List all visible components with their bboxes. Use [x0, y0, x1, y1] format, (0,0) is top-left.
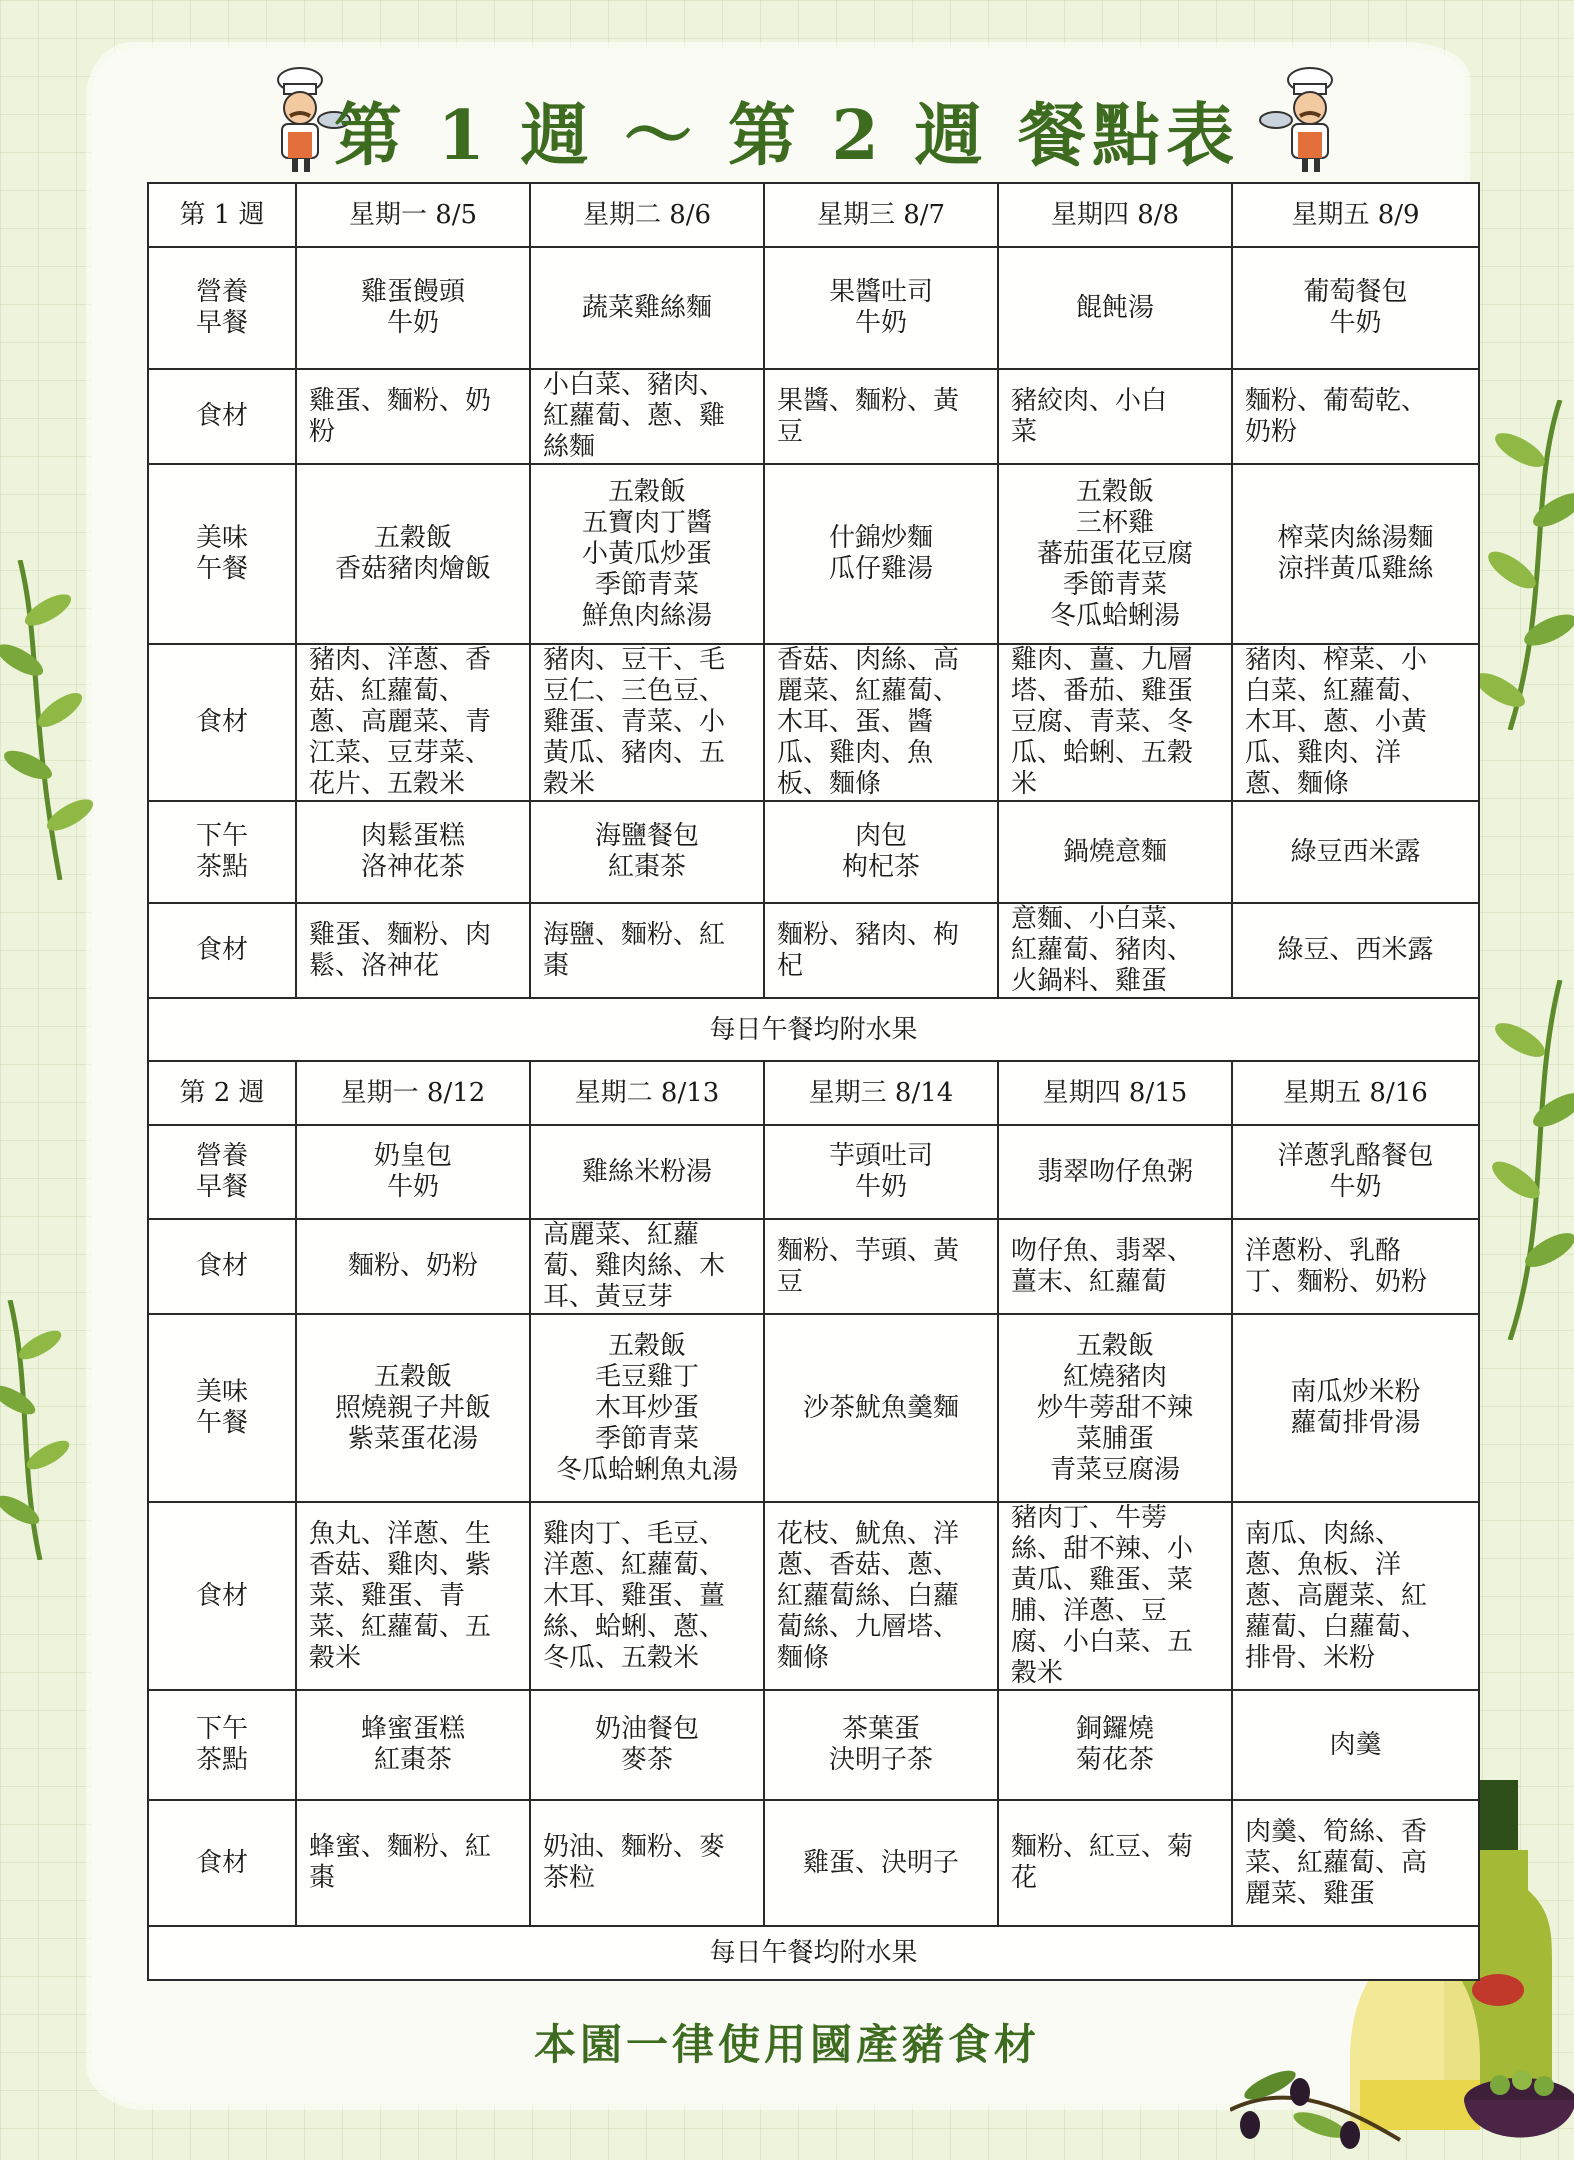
footer-notice: 本園一律使用國產豬食材 [533, 2020, 1040, 2069]
ingredient-cell: 奶油、麵粉、麥 茶粒 [543, 1832, 726, 1893]
row-label: 美味 午餐 [195, 523, 248, 584]
row-label: 食材 [195, 401, 248, 431]
breakfast-row [148, 247, 1479, 369]
menu-cell: 榨菜肉絲湯麵 涼拌黃瓜雞絲 [1277, 523, 1434, 584]
lunch-row [148, 1314, 1479, 1502]
day-header: 星期五 8/9 [1232, 183, 1479, 247]
ingredient-cell: 麵粉、紅豆、菊 花 [1011, 1832, 1194, 1893]
menu-cell: 翡翠吻仔魚粥 [1036, 1156, 1193, 1187]
day-header: 星期一 8/12 [296, 1061, 530, 1125]
ingredient-cell: 豬肉、榨菜、小 白菜、紅蘿蔔、 木耳、蔥、小黃 瓜、雞肉、洋 蔥、麵條 [1245, 645, 1428, 799]
menu-cell: 肉包 枸杞茶 [841, 821, 920, 882]
row-label: 食材 [195, 935, 248, 965]
menu-cell: 茶葉蛋 決明子茶 [828, 1714, 933, 1775]
note-row [148, 1926, 1479, 1980]
row-label: 營養 早餐 [195, 277, 248, 338]
week-1-menu-table [147, 182, 1480, 1063]
ingredient-cell: 洋蔥粉、乳酪 丁、麵粉、奶粉 [1245, 1235, 1428, 1297]
row-label: 食材 [195, 1251, 248, 1281]
ingredient-cell: 魚丸、洋蔥、生 香菇、雞肉、紫 菜、雞蛋、青 菜、紅蘿蔔、五 穀米 [309, 1518, 492, 1673]
ingredient-cell: 小白菜、豬肉、 紅蘿蔔、蔥、雞 絲麵 [543, 370, 726, 462]
row-label: 食材 [195, 1580, 248, 1611]
ingredient-cell: 雞蛋、麵粉、肉 鬆、洛神花 [309, 919, 492, 981]
row-label: 美味 午餐 [195, 1377, 248, 1438]
menu-cell: 蔬菜雞絲麵 [581, 292, 712, 323]
menu-cell: 沙茶魷魚羹麵 [802, 1392, 959, 1423]
ingredient-cell: 肉羹、筍絲、香 菜、紅蘿蔔、高 麗菜、雞蛋 [1245, 1816, 1428, 1909]
menu-cell: 五穀飯 紅燒豬肉 炒牛蒡甜不辣 菜脯蛋 青菜豆腐湯 [1036, 1330, 1193, 1485]
menu-cell: 雞絲米粉湯 [581, 1156, 712, 1187]
ingredients-row [148, 1502, 1479, 1690]
snack-row [148, 1690, 1479, 1800]
menu-cell: 五穀飯 三杯雞 蕃茄蛋花豆腐 季節青菜 冬瓜蛤蜊湯 [1036, 476, 1193, 631]
row-label: 食材 [195, 707, 248, 737]
ingredient-cell: 雞肉丁、毛豆、 洋蔥、紅蘿蔔、 木耳、雞蛋、薑 絲、蛤蜊、蔥、 冬瓜、五穀米 [543, 1518, 726, 1673]
ingredient-cell: 高麗菜、紅蘿 蔔、雞肉絲、木 耳、黃豆芽 [543, 1220, 726, 1312]
ingredients-row [148, 369, 1479, 464]
row-label: 下午 茶點 [195, 1714, 248, 1775]
ingredients-row [148, 1800, 1479, 1926]
row-label: 營養 早餐 [195, 1141, 248, 1202]
ingredient-cell: 香菇、肉絲、高 麗菜、紅蘿蔔、 木耳、蛋、醬 瓜、雞肉、魚 板、麵條 [777, 645, 960, 799]
breakfast-row [148, 1125, 1479, 1219]
ingredient-cell: 吻仔魚、翡翠、 薑末、紅蘿蔔 [1011, 1235, 1194, 1297]
day-header: 星期一 8/5 [296, 183, 530, 247]
day-header: 星期二 8/13 [530, 1061, 764, 1125]
day-header: 星期四 8/15 [998, 1061, 1232, 1125]
menu-cell: 五穀飯 五寶肉丁醬 小黃瓜炒蛋 季節青菜 鮮魚肉絲湯 [581, 476, 712, 631]
ingredient-cell: 雞蛋、麵粉、奶 粉 [309, 385, 492, 447]
ingredient-cell: 雞蛋、決明子 [802, 1847, 959, 1878]
ingredient-cell: 意麵、小白菜、 紅蘿蔔、豬肉、 火鍋料、雞蛋 [1011, 904, 1194, 996]
ingredient-cell: 南瓜、肉絲、 蔥、魚板、洋 蔥、高麗菜、紅 蘿蔔、白蘿蔔、 排骨、米粉 [1245, 1518, 1428, 1673]
day-header: 星期二 8/6 [530, 183, 764, 247]
ingredient-cell: 蜂蜜、麵粉、紅 棗 [309, 1832, 492, 1893]
table-header-row [148, 183, 1479, 247]
menu-cell: 葡萄餐包 牛奶 [1303, 277, 1408, 338]
menu-cell: 海鹽餐包 紅棗茶 [594, 821, 699, 882]
menu-cell: 餛飩湯 [1075, 292, 1154, 323]
menu-cell: 五穀飯 照燒親子丼飯 紫菜蛋花湯 [334, 1361, 491, 1454]
ingredient-cell: 豬肉、洋蔥、香 菇、紅蘿蔔、 蔥、高麗菜、青 江菜、豆芽菜、 花片、五穀米 [309, 645, 492, 799]
lunch-row [148, 464, 1479, 644]
ingredient-cell: 麵粉、奶粉 [347, 1251, 478, 1281]
day-header: 星期五 8/16 [1232, 1061, 1479, 1125]
day-header: 星期三 8/7 [764, 183, 998, 247]
ingredient-cell: 花枝、魷魚、洋 蔥、香菇、蔥、 紅蘿蔔絲、白蘿 蔔絲、九層塔、 麵條 [777, 1518, 960, 1673]
fruit-note: 每日午餐均附水果 [148, 1926, 1479, 1980]
menu-cell: 五穀飯 香菇豬肉燴飯 [334, 523, 491, 584]
menu-cell: 芋頭吐司 牛奶 [828, 1141, 933, 1202]
ingredient-cell: 雞肉、薑、九層 塔、番茄、雞蛋 豆腐、青菜、冬 瓜、蛤蜊、五穀 米 [1011, 645, 1194, 799]
menu-cell: 肉鬆蛋糕 洛神花茶 [360, 821, 465, 882]
menu-cell: 雞蛋饅頭 牛奶 [360, 277, 465, 338]
ingredient-cell: 豬肉丁、牛蒡 絲、甜不辣、小 黃瓜、雞蛋、菜 脯、洋蔥、豆 腐、小白菜、五 穀米 [1011, 1503, 1194, 1688]
ingredient-cell: 麵粉、芋頭、黃 豆 [777, 1235, 960, 1297]
snack-row [148, 801, 1479, 903]
ingredients-row [148, 903, 1479, 998]
menu-cell: 奶皇包 牛奶 [373, 1141, 452, 1202]
menu-cell: 綠豆西米露 [1290, 836, 1421, 867]
ingredient-cell: 麵粉、葡萄乾、 奶粉 [1245, 385, 1428, 447]
ingredient-cell: 綠豆、西米露 [1277, 935, 1434, 965]
table-header-row [148, 1061, 1479, 1125]
menu-cell: 果醬吐司 牛奶 [828, 277, 933, 338]
menu-cell: 肉羹 [1329, 1729, 1382, 1760]
week-label: 第 1 週 [148, 183, 296, 247]
menu-cell: 五穀飯 毛豆雞丁 木耳炒蛋 季節青菜 冬瓜蛤蜊魚丸湯 [555, 1330, 738, 1485]
note-row [148, 998, 1479, 1062]
row-label: 下午 茶點 [195, 821, 248, 882]
day-header: 星期三 8/14 [764, 1061, 998, 1125]
ingredient-cell: 麵粉、豬肉、枸 杞 [777, 919, 960, 981]
menu-cell: 鍋燒意麵 [1062, 836, 1167, 867]
day-header: 星期四 8/8 [998, 183, 1232, 247]
ingredient-cell: 果醬、麵粉、黃 豆 [777, 385, 960, 447]
olive-branch-left-top [0, 560, 120, 880]
menu-cell: 蜂蜜蛋糕 紅棗茶 [360, 1714, 465, 1775]
ingredient-cell: 海鹽、麵粉、紅 棗 [543, 919, 726, 981]
menu-cell: 奶油餐包 麥茶 [594, 1714, 699, 1775]
row-label: 食材 [195, 1847, 248, 1878]
menu-cell: 銅鑼燒 菊花茶 [1075, 1714, 1154, 1775]
ingredient-cell: 豬肉、豆干、毛 豆仁、三色豆、 雞蛋、青菜、小 黃瓜、豬肉、五 穀米 [543, 645, 726, 799]
week-2-menu-table [147, 1060, 1480, 1981]
week-label: 第 2 週 [148, 1061, 296, 1125]
menu-cell: 洋蔥乳酪餐包 牛奶 [1277, 1141, 1434, 1202]
page-title: 第 1 週 ～ 第 2 週 餐點表 [333, 96, 1241, 176]
ingredient-cell: 豬絞肉、小白 菜 [1011, 385, 1168, 447]
olive-branch-left-bottom [0, 1300, 90, 1560]
fruit-note: 每日午餐均附水果 [148, 998, 1479, 1062]
menu-cell: 南瓜炒米粉 蘿蔔排骨湯 [1290, 1377, 1421, 1438]
ingredients-row [148, 644, 1479, 801]
menu-cell: 什錦炒麵 瓜仔雞湯 [828, 523, 933, 584]
ingredients-row [148, 1219, 1479, 1314]
